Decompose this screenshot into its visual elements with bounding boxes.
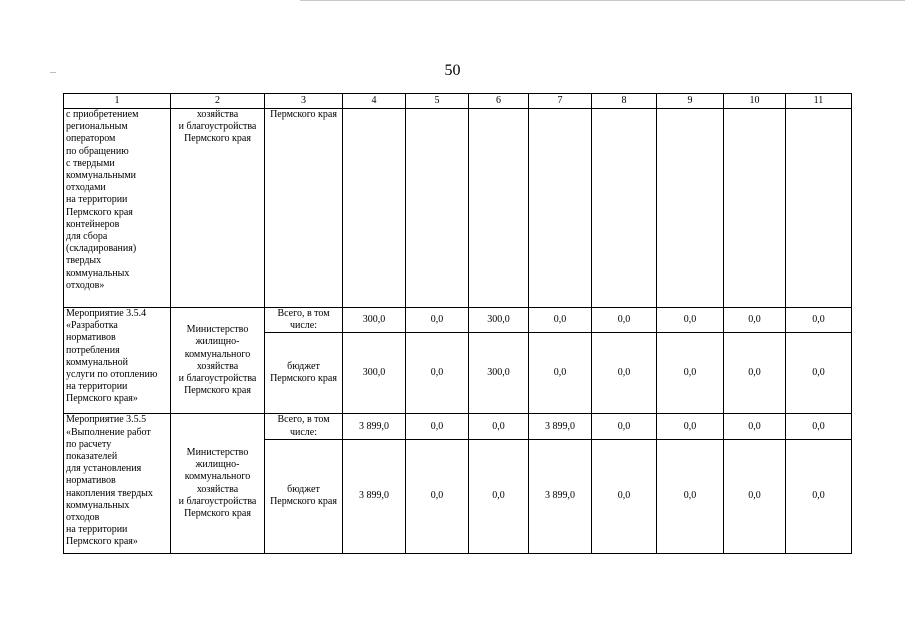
column-number: 1 [64, 94, 171, 109]
value-cell: 0,0 [592, 439, 657, 553]
table-row-total [64, 414, 852, 439]
value-cell: 0,0 [786, 439, 852, 553]
value-cell: 0,0 [406, 308, 469, 333]
value-cell: 0,0 [657, 414, 724, 439]
value-cell: 3 899,0 [343, 414, 406, 439]
funding-source-cell: Всего, в том числе: [265, 308, 343, 333]
measure-title-cell: Мероприятие 3.5.4 «Разработка нормативов потребления коммунальной услуги по отоплению на территории Пермского края» [64, 308, 171, 414]
column-number: 8 [592, 94, 657, 109]
column-number-row [64, 94, 852, 109]
value-cell: 300,0 [469, 308, 529, 333]
value-cell [724, 109, 786, 308]
column-number: 6 [469, 94, 529, 109]
value-cell: 0,0 [406, 333, 469, 414]
value-cell: 300,0 [343, 308, 406, 333]
value-cell [657, 109, 724, 308]
measure-title-cell: с приобретением региональным оператором по обращению с твердыми коммунальными отходами на территории Пермского края контейнеров для сбора (складирования) твердых коммунальных отходов» [64, 109, 171, 308]
executor-cell: Министерство жилищно- коммунального хозяйства и благоустройства Пермского края [171, 414, 265, 553]
value-cell: 0,0 [657, 308, 724, 333]
executor-cell: Министерство жилищно- коммунального хозяйства и благоустройства Пермского края [171, 308, 265, 414]
value-cell [786, 109, 852, 308]
funding-source-cell: Всего, в том числе: [265, 414, 343, 439]
column-number: 5 [406, 94, 469, 109]
program-measures-table [63, 93, 852, 554]
value-cell [592, 109, 657, 308]
value-cell: 300,0 [469, 333, 529, 414]
value-cell: 300,0 [343, 333, 406, 414]
value-cell: 0,0 [786, 333, 852, 414]
value-cell: 0,0 [592, 333, 657, 414]
column-number: 7 [529, 94, 592, 109]
value-cell: 0,0 [724, 333, 786, 414]
value-cell: 0,0 [592, 308, 657, 333]
column-number: 11 [786, 94, 852, 109]
value-cell: 0,0 [786, 414, 852, 439]
column-number: 4 [343, 94, 406, 109]
column-number: 2 [171, 94, 265, 109]
scan-edge-line [300, 0, 905, 1]
measure-title-cell: Мероприятие 3.5.5 «Выполнение работ по расчету показателей для установления нормативов накопления твердых коммунальных отходов на территории Пермского края» [64, 414, 171, 553]
value-cell: 0,0 [657, 333, 724, 414]
column-number: 10 [724, 94, 786, 109]
value-cell: 0,0 [529, 333, 592, 414]
value-cell [529, 109, 592, 308]
value-cell: 0,0 [657, 439, 724, 553]
table-row-continuation [64, 109, 852, 308]
executor-cell: хозяйства и благоустройства Пермского края [171, 109, 265, 308]
value-cell: 0,0 [724, 308, 786, 333]
value-cell: 0,0 [529, 308, 592, 333]
column-number: 9 [657, 94, 724, 109]
value-cell: 3 899,0 [529, 439, 592, 553]
value-cell [406, 109, 469, 308]
funding-source-cell: Пермского края [265, 109, 343, 308]
value-cell: 0,0 [724, 439, 786, 553]
value-cell [469, 109, 529, 308]
value-cell: 0,0 [592, 414, 657, 439]
value-cell: 3 899,0 [529, 414, 592, 439]
value-cell: 0,0 [469, 414, 529, 439]
value-cell: 0,0 [786, 308, 852, 333]
funding-source-cell: бюджет Пермского края [265, 439, 343, 553]
value-cell: 0,0 [406, 414, 469, 439]
table-row-total [64, 308, 852, 333]
funding-source-cell: бюджет Пермского края [265, 333, 343, 414]
value-cell [343, 109, 406, 308]
value-cell: 0,0 [406, 439, 469, 553]
column-number: 3 [265, 94, 343, 109]
value-cell: 0,0 [724, 414, 786, 439]
page-number: 50 [444, 62, 461, 79]
value-cell: 0,0 [469, 439, 529, 553]
value-cell: 3 899,0 [343, 439, 406, 553]
